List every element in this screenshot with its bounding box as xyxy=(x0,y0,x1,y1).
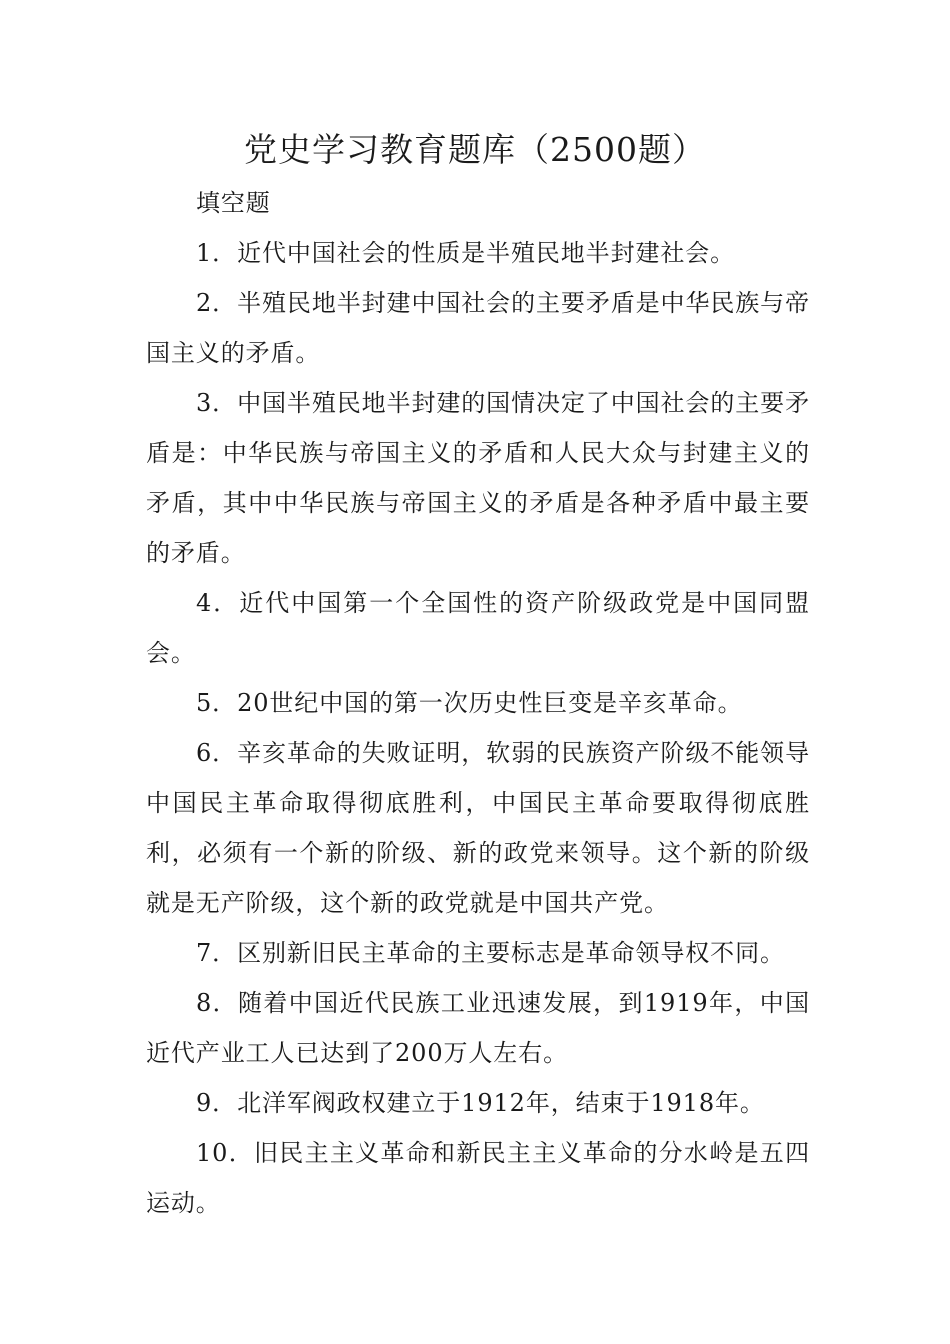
question-item-5: 5．20世纪中国的第一次历史性巨变是辛亥革命。 xyxy=(196,689,743,717)
question-item-7: 7．区别新旧民主革命的主要标志是革命领导权不同。 xyxy=(196,939,785,967)
question-item-1: 1．近代中国社会的性质是半殖民地半封建社会。 xyxy=(196,239,736,267)
question-item-8: 8．随着中国近代民族工业迅速发展，到1919年，中国近代产业工人已达到了200万人左右。 xyxy=(146,989,810,1067)
question-item-6: 6．辛亥革命的失败证明，软弱的民族资产阶级不能领导中国民主革命取得彻底胜利，中国民主革命要取得彻底胜利，必须有一个新的阶级、新的政党来领导。这个新的阶级就是无产阶级，这个新的政党就是中国共产党。 xyxy=(146,739,810,917)
document-title: 党史学习教育题库（2500题） xyxy=(244,130,706,169)
question-item-4: 4．近代中国第一个全国性的资产阶级政党是中国同盟会。 xyxy=(146,589,810,667)
question-item-3: 3．中国半殖民地半封建的国情决定了中国社会的主要矛盾是：中华民族与帝国主义的矛盾和人民大众与封建主义的矛盾，其中中华民族与帝国主义的矛盾是各种矛盾中最主要的矛盾。 xyxy=(146,389,810,567)
section-heading: 填空题 xyxy=(196,189,271,217)
question-item-10: 10．旧民主主义革命和新民主主义革命的分水岭是五四运动。 xyxy=(146,1139,810,1217)
document-body xyxy=(146,178,810,1228)
question-item-9: 9．北洋军阀政权建立于1912年，结束于1918年。 xyxy=(196,1089,765,1117)
question-item-2: 2．半殖民地半封建中国社会的主要矛盾是中华民族与帝国主义的矛盾。 xyxy=(146,289,810,367)
